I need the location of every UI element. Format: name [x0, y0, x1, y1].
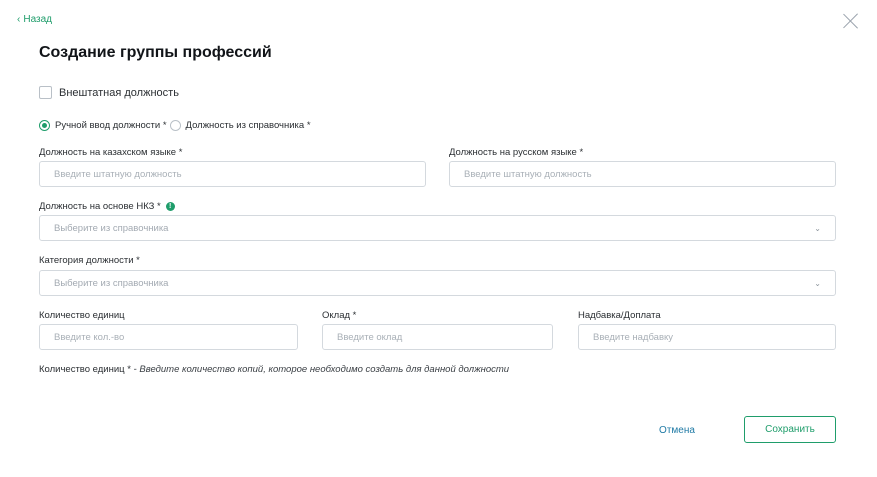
kazakh-position-field[interactable] — [39, 161, 426, 187]
info-icon[interactable]: ! — [166, 202, 175, 211]
units-hint — [39, 364, 509, 375]
chevron-left-icon: ‹ — [17, 13, 21, 25]
chevron-down-icon: ⌄ — [814, 278, 821, 288]
salary-field[interactable] — [322, 324, 553, 350]
radio-manual-option[interactable] — [39, 120, 167, 131]
category-select[interactable] — [39, 270, 836, 296]
russian-position-field[interactable] — [449, 161, 836, 187]
close-icon[interactable] — [842, 12, 860, 30]
kazakh-position-input[interactable] — [54, 169, 411, 180]
nkz-position-label: Должность на основе НКЗ * — [39, 201, 161, 212]
nkz-position-select[interactable] — [39, 215, 836, 241]
freelance-checkbox[interactable] — [39, 86, 52, 99]
nkz-position-label-row — [39, 201, 175, 212]
position-source-radio-group — [39, 120, 311, 131]
units-input[interactable] — [54, 332, 283, 343]
russian-position-label: Должность на русском языке * — [449, 147, 584, 158]
bonus-field[interactable] — [578, 324, 836, 350]
units-hint-prefix: Количество единиц * — [39, 364, 131, 375]
units-field[interactable] — [39, 324, 298, 350]
cancel-button[interactable]: Отмена — [659, 424, 695, 436]
radio-directory[interactable] — [170, 120, 181, 131]
bonus-input[interactable] — [593, 332, 821, 343]
units-hint-text: - Введите количество копий, которое необходимо создать для данной должности — [130, 364, 510, 375]
back-link[interactable] — [17, 14, 52, 25]
russian-position-input[interactable] — [464, 169, 821, 180]
chevron-down-icon: ⌄ — [814, 223, 821, 233]
freelance-label: Внештатная должность — [59, 86, 179, 99]
units-label: Количество единиц — [39, 310, 125, 321]
nkz-position-placeholder: Выберите из справочника — [54, 222, 169, 234]
category-label: Категория должности * — [39, 255, 140, 266]
bonus-label: Надбавка/Доплата — [578, 310, 661, 321]
category-placeholder: Выберите из справочника — [54, 277, 169, 289]
kazakh-position-label: Должность на казахском языке * — [39, 147, 183, 158]
salary-input[interactable] — [337, 332, 538, 343]
page-title: Создание группы профессий — [39, 44, 272, 61]
save-button[interactable]: Сохранить — [744, 416, 836, 443]
freelance-checkbox-row[interactable] — [39, 86, 179, 99]
radio-manual[interactable] — [39, 120, 50, 131]
radio-directory-option[interactable] — [170, 120, 311, 131]
salary-label: Оклад * — [322, 310, 357, 321]
radio-directory-label: Должность из справочника * — [185, 120, 311, 131]
back-label: Назад — [23, 14, 52, 25]
radio-manual-label: Ручной ввод должности * — [55, 120, 167, 131]
